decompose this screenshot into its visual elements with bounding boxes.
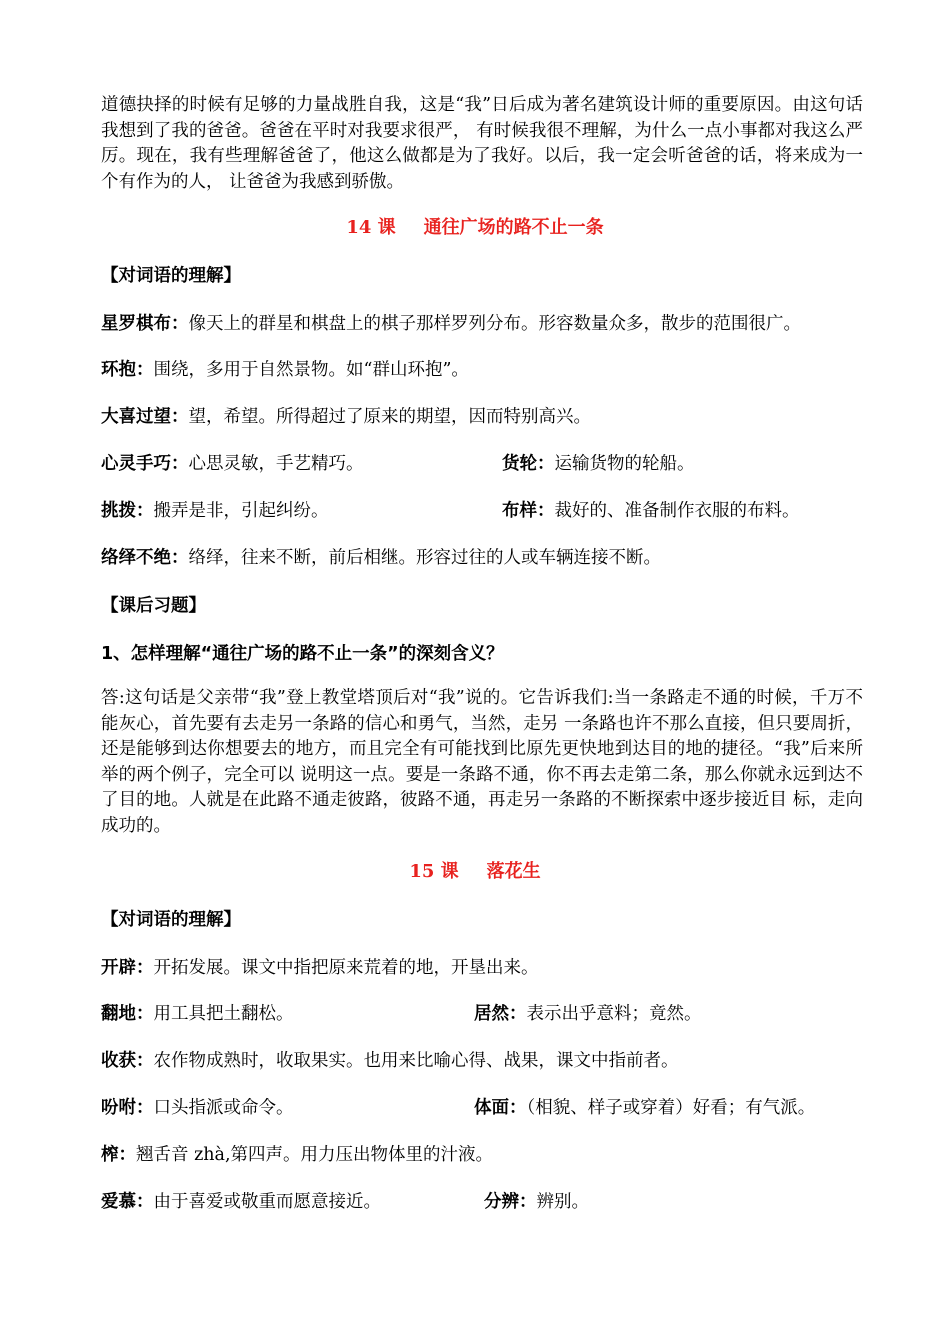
lesson-14-title xyxy=(0,216,950,240)
vocab-term: 星罗棋布： xyxy=(101,314,189,334)
vocab-term: 爱慕： xyxy=(101,1192,154,1212)
lesson-15-name: 落花生 xyxy=(486,861,541,882)
vocab-definition: 望，希望。所得超过了原来的期望，因而特别高兴。 xyxy=(188,407,591,427)
intro-paragraph: 道德抉择的时候有足够的力量战胜自我，这是“我”日后成为著名建筑设计师的重要原因。由这句话我想到了我的爸爸。爸爸在平时对我要求很严， 有时候我很不理解，为什么一点小事都对我这么严厉。现在，我有些理解爸爸了，他这么做都是为了我好。以后，我一定会听爸爸的话，将来成为一个有作为的人， 让爸爸为我感到骄傲。 xyxy=(101,95,863,192)
vocab-definition: （相貌、样子或穿着）好看；有气派。 xyxy=(526,1098,816,1118)
vocab-definition: 心思灵敏，手艺精巧。 xyxy=(188,454,364,474)
vocab-definition: 用工具把土翻松。 xyxy=(153,1004,294,1024)
vocab-term: 大喜过望： xyxy=(101,407,189,427)
lesson-14-vocab-heading: 【对词语的理解】 xyxy=(101,266,241,286)
vocab-term: 开辟： xyxy=(101,958,154,978)
vocab-definition: 络绎，往来不断，前后相继。形容过往的人或车辆连接不断。 xyxy=(188,548,661,568)
vocab-term: 吩咐： xyxy=(101,1098,154,1118)
vocab-definition: 围绕，多用于自然景物。如“群山环抱”。 xyxy=(153,360,469,380)
vocab-definition: 裁好的、准备制作衣服的布料。 xyxy=(554,501,800,521)
vocab-term: 挑拨： xyxy=(101,501,154,521)
exercise-answer: 答:这句话是父亲带“我”登上教堂塔顶后对“我”说的。它告诉我们:当一条路走不通的时候，千万不能灰心，首先要有去走另一条路的信心和勇气，当然，走另 一条路也许不那么直接，但只要周折，还是能够到达你想要去的地方，而且完全有可能找到比原先更快地到达目的地的捷径。“我”后来所举的两个例子，完全可以 说明这一点。要是一条路不通，你不再去走第二条，那么你就永远到达不了目的地。人就是在此路不通走彼路，彼路不通，再走另一条路的不断探索中逐步接近目 标，走向成功的。 xyxy=(101,688,863,836)
vocab-definition: 运输货物的轮船。 xyxy=(554,454,695,474)
vocab-item xyxy=(101,312,881,336)
vocab-term: 收获： xyxy=(101,1051,154,1071)
vocab-definition: 开拓发展。课文中指把原来荒着的地，开垦出来。 xyxy=(153,958,539,978)
vocab-term: 体面： xyxy=(474,1098,527,1118)
lesson-15-vocab-heading: 【对词语的理解】 xyxy=(101,910,241,930)
vocab-term: 榨： xyxy=(101,1145,136,1165)
vocab-term: 布样： xyxy=(502,501,555,521)
vocab-item xyxy=(101,452,881,476)
vocab-item xyxy=(101,1190,881,1214)
lesson-14-number: 14 课 xyxy=(346,217,396,238)
vocab-term: 环抱： xyxy=(101,360,154,380)
exercise-question: 1、怎样理解“通往广场的路不止一条”的深刻含义？ xyxy=(101,644,504,664)
vocab-term: 络绎不绝： xyxy=(101,548,189,568)
vocab-definition: 辨别。 xyxy=(536,1192,589,1212)
vocab-term: 居然： xyxy=(474,1004,527,1024)
vocab-term: 分辨： xyxy=(484,1192,537,1212)
vocab-item xyxy=(101,405,881,429)
lesson-15-number: 15 课 xyxy=(409,861,459,882)
vocab-definition: 口头指派或命令。 xyxy=(153,1098,294,1118)
vocab-item xyxy=(101,1143,881,1167)
vocab-definition: 像天上的群星和棋盘上的棋子那样罗列分布。形容数量众多，散步的范围很广。 xyxy=(188,314,801,334)
vocab-term: 货轮： xyxy=(502,454,555,474)
vocab-definition: 农作物成熟时，收取果实。也用来比喻心得、战果，课文中指前者。 xyxy=(153,1051,679,1071)
vocab-term: 翻地： xyxy=(101,1004,154,1024)
vocab-item xyxy=(101,1049,881,1073)
lesson-15-title xyxy=(0,860,950,884)
vocab-definition: 翘舌音 zhà,第四声。用力压出物体里的汁液。 xyxy=(136,1145,494,1165)
vocab-definition: 表示出乎意料；竟然。 xyxy=(526,1004,702,1024)
vocab-item xyxy=(101,546,881,570)
vocab-definition: 搬弄是非，引起纠纷。 xyxy=(153,501,329,521)
vocab-definition: 由于喜爱或敬重而愿意接近。 xyxy=(153,1192,381,1212)
vocab-term: 心灵手巧： xyxy=(101,454,189,474)
lesson-14-exercise-heading: 【课后习题】 xyxy=(101,596,206,616)
vocab-item xyxy=(101,1096,881,1120)
vocab-item xyxy=(101,956,881,980)
lesson-14-name: 通往广场的路不止一条 xyxy=(423,217,604,238)
vocab-item xyxy=(101,1002,881,1026)
vocab-item xyxy=(101,499,881,523)
vocab-item xyxy=(101,358,881,382)
